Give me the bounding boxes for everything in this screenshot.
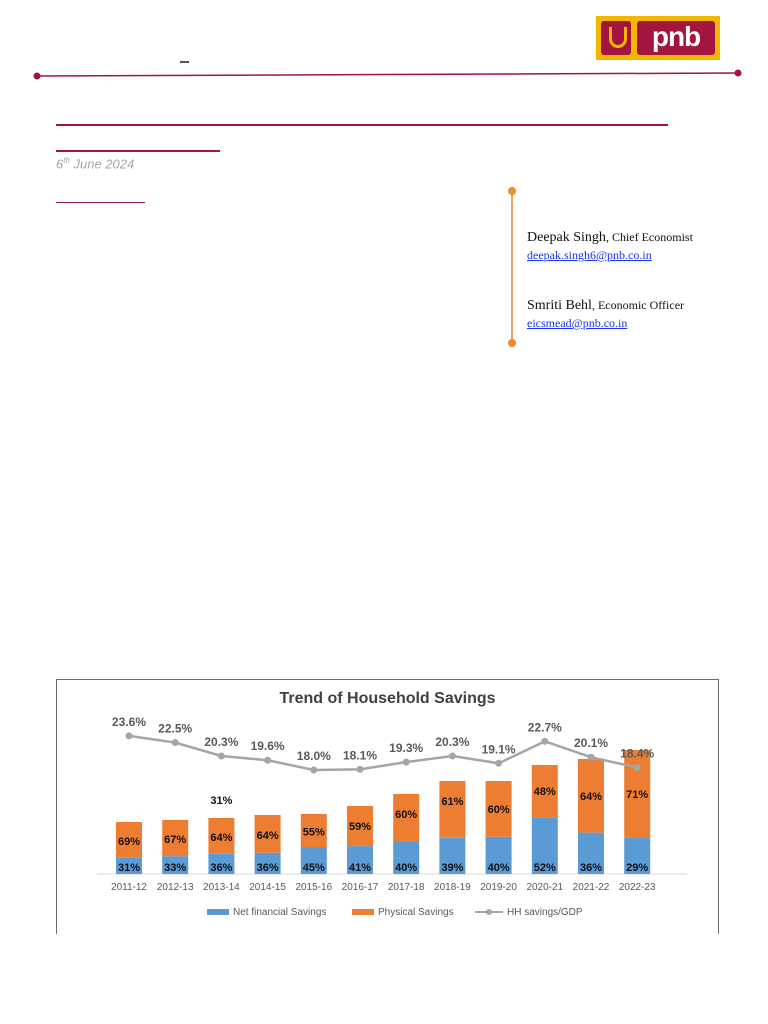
pnb-emblem-icon xyxy=(601,21,631,55)
hh-savings-gdp-point xyxy=(218,752,225,759)
hh-savings-gdp-point xyxy=(495,760,502,767)
net-financial-label: 33% xyxy=(164,862,187,874)
hh-savings-gdp-label: 23.6% xyxy=(111,714,147,729)
net-financial-label: 36% xyxy=(210,862,233,874)
net-financial-label: 31% xyxy=(117,862,141,874)
legend-swatch-net xyxy=(207,909,229,915)
category-tick-label: 2021-22 xyxy=(572,882,610,893)
hh-savings-gdp-label: 20.3% xyxy=(435,734,470,749)
physical-label: 60% xyxy=(487,803,510,816)
legend-swatch-line-marker xyxy=(486,909,492,915)
net-financial-label: 52% xyxy=(533,862,556,874)
physical-label: 64% xyxy=(579,790,603,803)
hh-savings-gdp-label: 22.5% xyxy=(158,721,193,736)
chart-plot xyxy=(57,680,718,935)
physical-label: 61% xyxy=(441,796,464,808)
category-tick-label: 2020-21 xyxy=(526,882,564,893)
physical-label: 48% xyxy=(533,786,556,799)
net-financial-label: 40% xyxy=(395,862,418,874)
physical-label: 60% xyxy=(395,809,418,821)
physical-label: 67% xyxy=(164,834,187,847)
net-financial-label: 45% xyxy=(302,862,325,874)
hh-savings-gdp-point xyxy=(172,739,179,746)
physical-label: 64% xyxy=(210,831,233,844)
hh-savings-gdp-label: 19.1% xyxy=(481,742,516,757)
hh-savings-gdp-label: 19.3% xyxy=(389,741,424,756)
contact-name-2: Smriti Behl, Economic Officer xyxy=(527,298,685,313)
net-financial-label: 41% xyxy=(348,862,372,874)
hh-savings-gdp-point xyxy=(541,738,548,745)
physical-label: 59% xyxy=(348,821,372,833)
category-tick-label: 2011-12 xyxy=(111,882,147,893)
category-tick-label: 2019-20 xyxy=(480,882,517,893)
hh-savings-gdp-point xyxy=(634,764,641,771)
household-savings-chart xyxy=(56,679,719,934)
header-dash xyxy=(180,61,189,63)
category-tick-label: 2013-14 xyxy=(203,882,240,893)
physical-label: 55% xyxy=(302,826,325,839)
hh-savings-gdp-label: 18.1% xyxy=(342,748,378,763)
category-tick-label: 2012-13 xyxy=(156,882,194,893)
hh-savings-gdp-point xyxy=(357,766,364,773)
hh-savings-gdp-point xyxy=(126,732,133,739)
legend-swatch-physical xyxy=(352,909,374,915)
physical-bar xyxy=(439,781,465,838)
pnb-logo xyxy=(596,16,720,60)
category-tick-label: 2015-16 xyxy=(295,882,333,893)
legend-label-line: HH savings/GDP xyxy=(507,907,583,918)
physical-label: 69% xyxy=(117,835,141,848)
legend-label-physical: Physical Savings xyxy=(378,907,454,918)
category-tick-label: 2017-18 xyxy=(387,882,425,893)
divider-dot-top xyxy=(508,187,516,195)
net-financial-label: 39% xyxy=(441,862,464,874)
contact-name-1: Deepak Singh, Chief Economist xyxy=(527,230,693,245)
physical-label: 71% xyxy=(626,789,649,802)
contact-email-2[interactable]: eicsmead@pnb.co.in xyxy=(527,316,628,330)
legend-label-net: Net financial Savings xyxy=(233,907,327,918)
net-financial-label: 40% xyxy=(487,862,510,874)
hh-savings-gdp-point xyxy=(588,754,595,761)
hh-savings-gdp-point xyxy=(310,767,317,774)
hh-savings-gdp-label: 22.7% xyxy=(527,720,562,735)
divider-dot-bottom xyxy=(508,339,516,347)
physical-label: 64% xyxy=(256,829,279,842)
category-tick-label: 2018-19 xyxy=(434,882,471,893)
category-tick-label: 2014-15 xyxy=(249,882,286,893)
hh-savings-gdp-label: 18.0% xyxy=(296,749,331,763)
net-financial-label: 29% xyxy=(626,862,649,874)
contact-divider xyxy=(511,190,513,343)
hh-savings-gdp-point xyxy=(403,759,410,766)
category-tick-label: 2022-23 xyxy=(618,882,656,893)
extra-annotation: 31% xyxy=(210,795,233,807)
net-financial-label: 36% xyxy=(256,862,279,874)
logo-text: pnb xyxy=(637,21,715,55)
hh-savings-gdp-label: 20.3% xyxy=(204,734,239,749)
net-financial-label: 36% xyxy=(579,862,603,874)
chart-title: Trend of Household Savings xyxy=(279,690,496,707)
hh-savings-gdp-point xyxy=(449,752,456,759)
hh-savings-gdp-label: 19.6% xyxy=(250,739,285,754)
hh-savings-gdp-label: 20.1% xyxy=(573,736,609,751)
section-underline xyxy=(56,202,145,203)
report-date: 6th June 2024 xyxy=(56,156,135,172)
hh-savings-gdp-point xyxy=(264,757,271,764)
hh-savings-gdp-label: 18.4% xyxy=(620,746,655,761)
category-tick-label: 2016-17 xyxy=(341,882,379,893)
contact-email-1[interactable]: deepak.singh6@pnb.co.in xyxy=(527,248,652,262)
